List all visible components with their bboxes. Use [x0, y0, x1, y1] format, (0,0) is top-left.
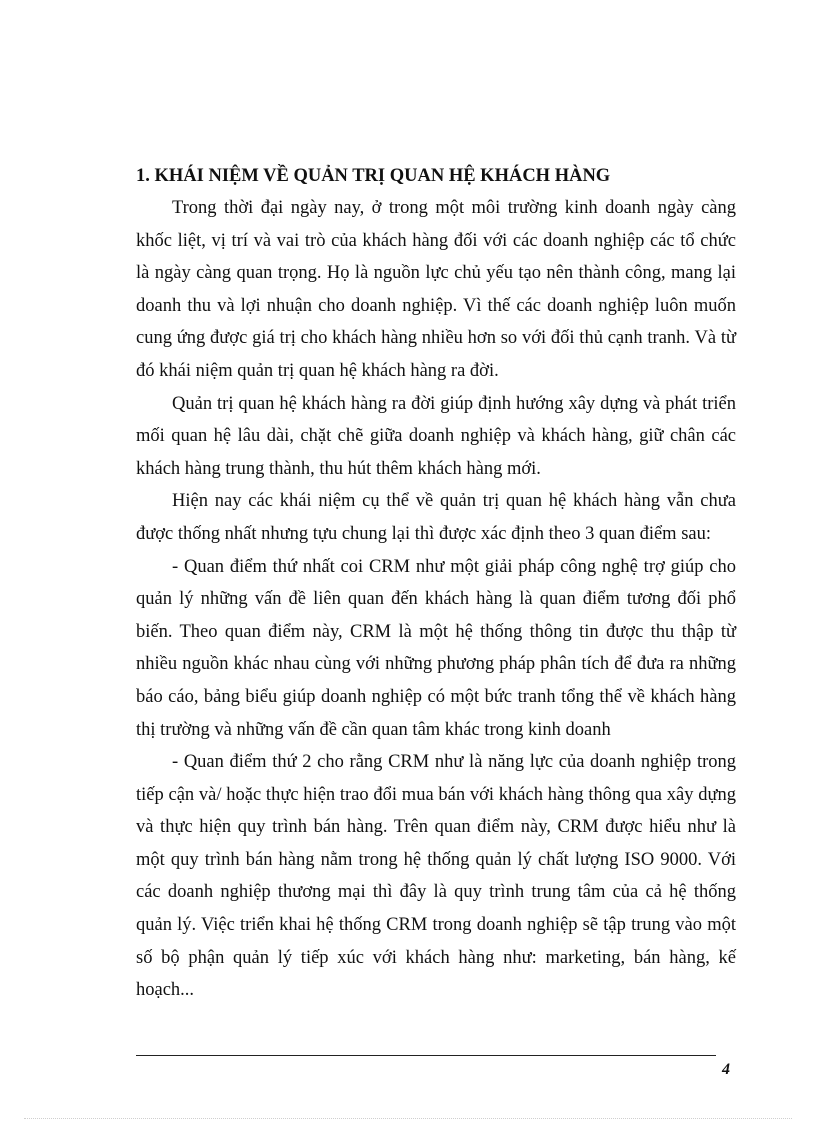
paragraph-viewpoint-1: - Quan điểm thứ nhất coi CRM như một giải pháp công nghệ trợ giúp cho quản lý những vấn đề liên quan đến khách hàng là quan điểm tương đối phổ biến. Theo quan điểm này, CRM là một hệ thống thông tin được thu thập từ nhiều nguồn khác nhau cùng với những phương pháp phân tích để đưa ra những báo cáo, bảng biểu giúp doanh nghiệp có một bức tranh tổng thể về khách hàng thị trường và những vấn đề cần quan tâm khác trong kinh doanh	[136, 556, 736, 740]
paragraph-definitions: Hiện nay các khái niệm cụ thể về quản trị quan hệ khách hàng vẫn chưa được thống nhất nhưng tựu chung lại thì được xác định theo 3 quan điểm sau:	[136, 491, 736, 544]
page-edge-divider	[24, 1118, 792, 1119]
footer-rule	[136, 1055, 716, 1056]
paragraph-intro: Trong thời đại ngày nay, ở trong một môi trường kinh doanh ngày càng khốc liệt, vị trí và vai trò của khách hàng đối với các doanh nghiệp các tổ chức là ngày càng quan trọng. Họ là nguồn lực chủ yếu tạo nên thành công, mang lại doanh thu và lợi nhuận cho doanh nghiệp. Vì thế các doanh nghiệp luôn muốn cung ứng được giá trị cho khách hàng nhiều hơn so với đối thủ cạnh tranh. Và từ đó khái niệm quản trị quan hệ khách hàng ra đời.	[136, 198, 736, 381]
paragraph-purpose: Quản trị quan hệ khách hàng ra đời giúp định hướng xây dựng và phát triển mối quan hệ lâu dài, chặt chẽ giữa doanh nghiệp và khách hàng, giữ chân các khách hàng trung thành, thu hút thêm khách hàng mới.	[136, 393, 736, 479]
page-number: 4	[722, 1061, 730, 1078]
section-heading: 1. KHÁI NIỆM VỀ QUẢN TRỊ QUAN HỆ KHÁCH HÀNG	[136, 166, 611, 186]
page-content	[136, 162, 736, 1007]
paragraph-viewpoint-2: - Quan điểm thứ 2 cho rằng CRM như là năng lực của doanh nghiệp trong tiếp cận và/ hoặc thực hiện trao đổi mua bán với khách hàng thông qua xây dựng và thực hiện quy trình bán hàng. Trên quan điểm này, CRM được hiểu như là một quy trình bán hàng nằm trong hệ thống quản lý chất lượng ISO 9000. Với các doanh nghiệp thương mại thì đây là quy trình trung tâm của cả hệ thống quản lý. Việc triển khai hệ thống CRM trong doanh nghiệp sẽ tập trung vào một số bộ phận quản lý tiếp xúc với khách hàng như: marketing, bán hàng, kế hoạch...	[136, 752, 736, 1001]
